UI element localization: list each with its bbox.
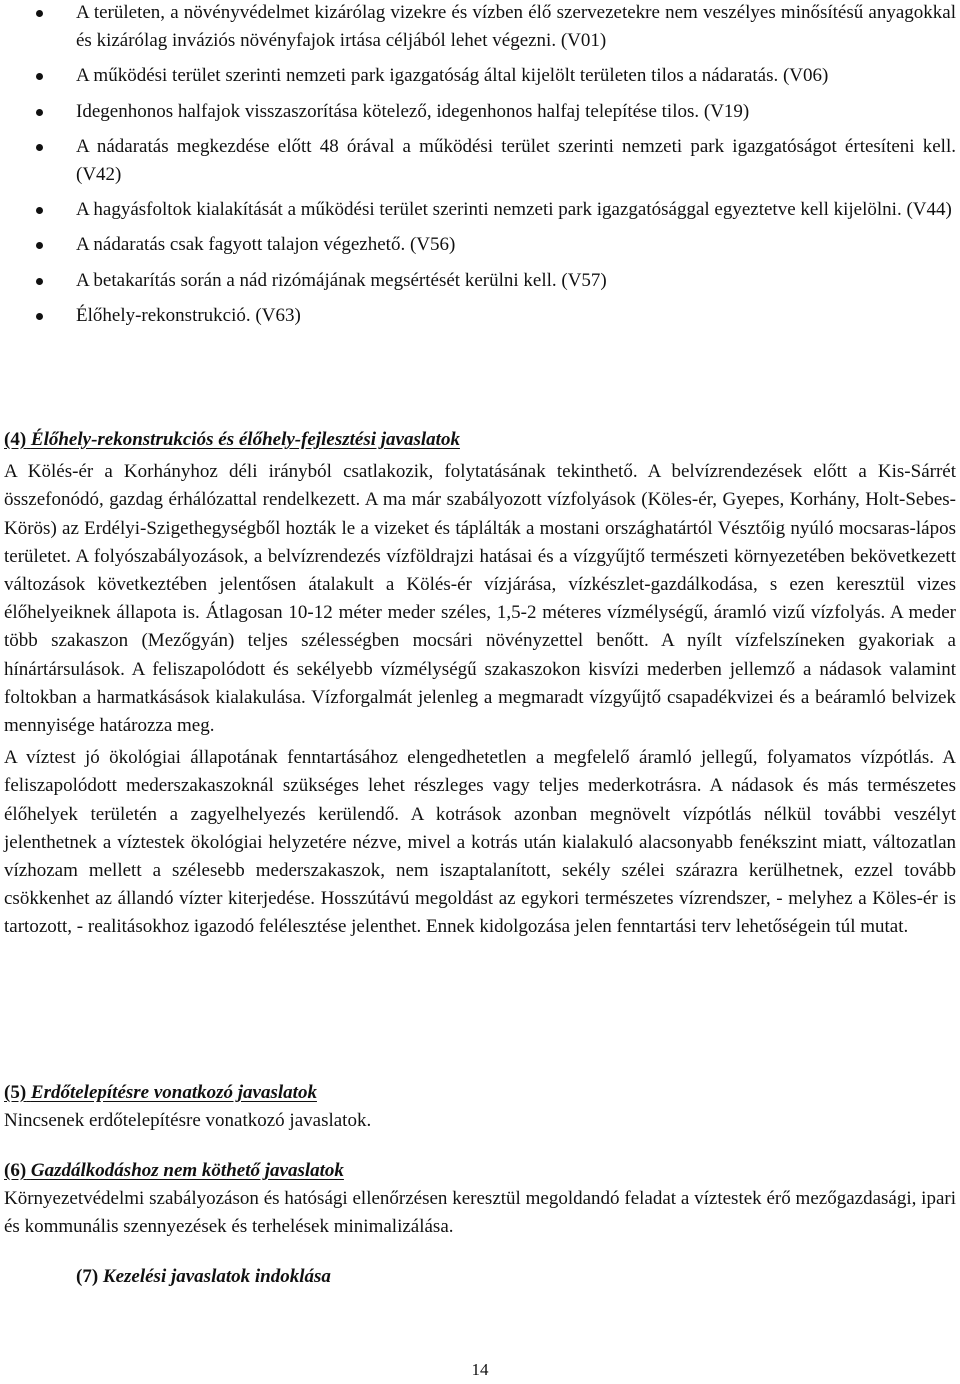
bullet-icon [36, 278, 43, 285]
section-6-heading [4, 1157, 956, 1185]
bullet-icon [36, 73, 43, 80]
section-6-number: (6) [4, 1160, 27, 1181]
section-6-title: Gazdálkodáshoz nem köthető javaslatok [30, 1160, 344, 1181]
section-6-text: Környezetvédelmi szabályozáson és hatósági ellenőrzésen keresztül megoldandó feladat a víztestek érő mezőgazdasági, ipari és kommunális szennyezések és terhelések minimalizálása. [4, 1188, 956, 1238]
section-4 [4, 426, 956, 942]
list-item: A területen, a növényvédelmet kizárólag vizekre és vízben élő szervezetekre nem veszélyes minősítésű anyagokkal és kizárólag inváziós növényfajok irtása céljából lehet végezni. (V01) [0, 0, 960, 55]
section-4-title: Élőhely-rekonstrukciós és élőhely-fejlesztési javaslatok [30, 429, 460, 450]
section-5-title: Erdőtelepítésre vonatkozó javaslatok [30, 1082, 317, 1103]
requirements-list [0, 0, 960, 337]
section-4-paragraph-2: A víztest jó ökológiai állapotának fenntartásához elengedhetetlen a megfelelő áramló jellegű, folyamatos vízpótlás. A feliszapolódott mederszakaszoknál szükséges lehet részleges vagy teljes mederkotrásra. A nádasok és más természetes élőhelyek területén a zagyelhelyezés kerülendő. A kotrások azonban megnövelt vízpótlás nélkül további veszélyt jelenthetnek a víztestek ökológiai helyzetére nézve, mivel a kotrás után kialakuló alacsonyabb fenékszint miatt, változatlan vízhozam mellett a szélesebb mederszakaszok, nem iszaptalanított, sekély szélei szárazra kerülhetnek, ezzel tovább csökkenhet az állandó vízter kiterjedése. Hosszútávú megoldást az egykori természetes vízrendszer, - melyhez a Köles-ér is tartozott, - realitásokhoz igazodó felélesztése jelenthet. Ennek kidolgozása jelen fenntartási terv lehetőségein túl mutat. [4, 747, 956, 938]
section-4-number: (4) [4, 429, 27, 450]
bullet-icon [36, 10, 43, 17]
list-item: Idegenhonos halfajok visszaszorítása kötelező, idegenhonos halfaj telepítése tilos. (V19) [0, 98, 960, 126]
section-6 [4, 1157, 956, 1242]
section-7 [76, 1263, 936, 1291]
bullet-icon [36, 242, 43, 249]
list-item: A betakarítás során a nád rizómájának megsértését kerülni kell. (V57) [0, 267, 960, 295]
list-item: A hagyásfoltok kialakítását a működési terület szerinti nemzeti park igazgatósággal egyeztetve kell kijelölni. (V44) [0, 196, 960, 224]
section-4-heading [4, 426, 956, 454]
bullet-icon [36, 313, 43, 320]
bullet-icon [36, 207, 43, 214]
list-item: A működési terület szerinti nemzeti park igazgatóság által kijelölt területen tilos a nádaratás. (V06) [0, 62, 960, 90]
bullet-icon [36, 109, 43, 116]
list-item: A nádaratás csak fagyott talajon végezhető. (V56) [0, 231, 960, 259]
list-item: A nádaratás megkezdése előtt 48 órával a működési terület szerinti nemzeti park igazgatóságot értesíteni kell. (V42) [0, 133, 960, 189]
section-5-heading [4, 1079, 956, 1107]
section-5 [4, 1079, 956, 1135]
section-5-number: (5) [4, 1082, 27, 1103]
section-5-text: Nincsenek erdőtelepítésre vonatkozó javaslatok. [4, 1110, 372, 1132]
page-number: 14 [471, 1360, 489, 1379]
list-item: Élőhely-rekonstrukció. (V63) [0, 302, 960, 330]
section-7-heading [76, 1263, 936, 1291]
bullet-icon [36, 144, 43, 151]
section-4-paragraph-1: A Kölés-ér a Korhányhoz déli irányból csatlakozik, folytatásának tekinthető. A belvízrendezések előtt a Kis-Sárrét összefonódó, gazdag érhálózattal rendelkezett. A ma már szabályozott vízfolyások (Köles-ér, Gyepes, Korhány, Holt-Sebes-Körös) az Erdélyi-Szigethegységből hozták le a vizeket és táplálták a mostani országhatártól Vésztőig nyúló mocsaras-lápos területet. A folyószabályozások, a belvízrendezés vízföldrajzi hatásai és a vízgyűjtő természeti környezetében bekövetkezett változások következtében jelentősen átalakult a Kölés-ér vízjárása, vízkészlet-gazdálkodása, s ezen keresztül vizes élőhelyeiknek állapota is. Átlagosan 10-12 méter meder széles, 1,5-2 méteres vízmélységű, áramló vizű vízfolyás. A meder több szakaszon (Mezőgyán) teljes szélességben mocsári növényzettel benőtt. A nyílt vízfelszíneken gyakoriak a hínártársulások. A feliszapolódott és sekélyebb vízmélységű szakaszokon kisvízi mederben jellemző a nádasok valamint foltokban a harmatkásások kialakulása. Vízforgalmát jelenleg a megmaradt vízgyűjtő csapadékvizei és a beáramló belvizek mennyisége határozza meg. [4, 461, 956, 737]
section-7-title: Kezelési javaslatok indoklása [102, 1266, 331, 1287]
section-7-number: (7) [76, 1266, 99, 1287]
